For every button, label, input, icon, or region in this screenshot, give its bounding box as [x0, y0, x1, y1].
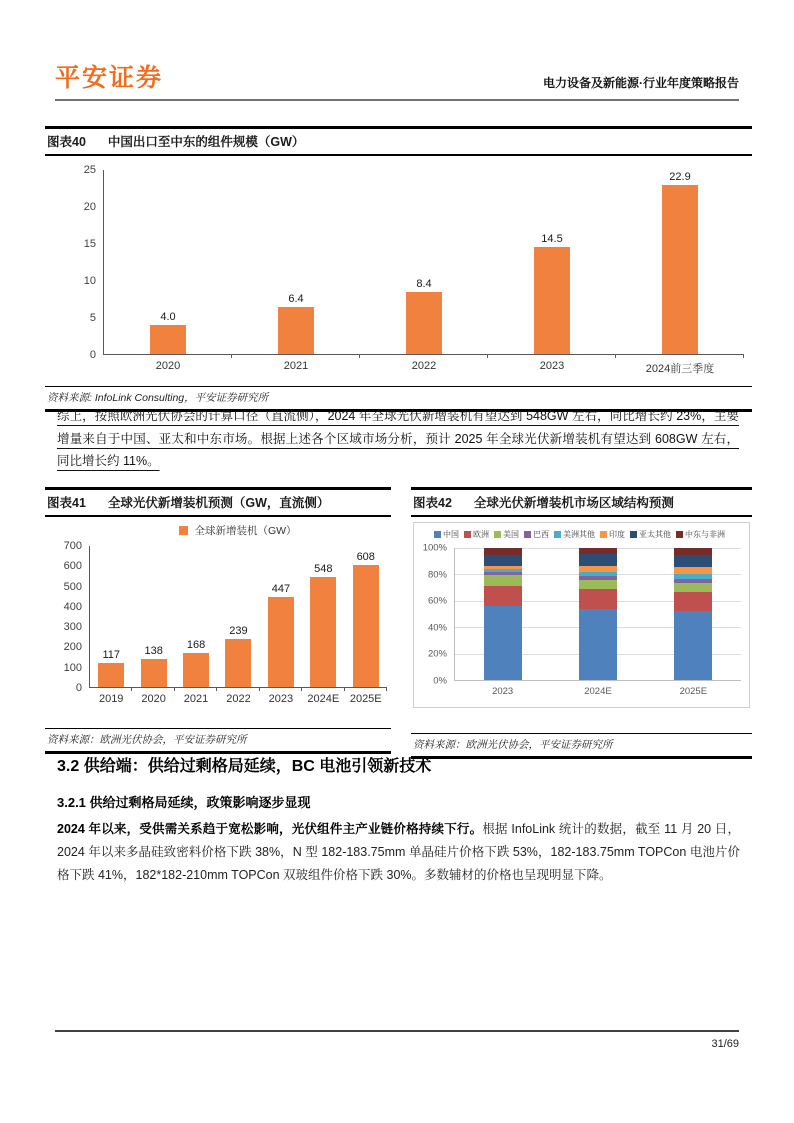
figure-41 — [45, 487, 391, 759]
bar-column — [488, 170, 616, 372]
bar — [225, 639, 251, 687]
figure-40-title: 中国出口至中东的组件规模（GW） — [107, 135, 305, 149]
bar-value-label: 608 — [356, 550, 375, 563]
chart-legend — [418, 529, 741, 540]
figure-40-header — [45, 126, 752, 156]
stacked-segment-印度 — [674, 567, 712, 574]
stacked-segment-中国 — [579, 609, 617, 680]
bar-value-label: 239 — [229, 624, 248, 637]
figure-42-header — [411, 487, 752, 517]
figure-41-title: 全球光伏新增装机预测（GW，直流侧） — [107, 496, 330, 510]
legend-swatch-icon — [494, 531, 501, 538]
bar-value-label: 168 — [186, 639, 206, 652]
summary-paragraph: 综上，按照欧洲光伏协会的计算口径（直流侧），2024 年全球光伏新增装机有望达到 548GW 左右，同比增长约 23%，主要增量来自于中国、亚太和中东市场。根据上述各个区域市场分析，预计 2025 年全球光伏新增装机有望达到 608GW 左右，同比增长约 11%。 — [57, 409, 739, 468]
bar-value-label: 22.9 — [669, 171, 691, 184]
figure-41-source: 资料来源：欧洲光伏协会，平安证券研究所 — [45, 728, 391, 754]
legend-swatch-icon — [464, 531, 471, 538]
x-axis-category-label: 2019 — [98, 693, 124, 705]
bar — [141, 659, 167, 687]
stacked-segment-欧洲 — [579, 589, 617, 609]
figure-41-header — [45, 487, 391, 517]
stacked-segment-中国 — [484, 606, 522, 680]
figure-40-label: 图表40 — [47, 135, 86, 149]
y-axis-tick-label: 100 — [63, 661, 82, 674]
legend-label: 全球新增装机（GW） — [194, 525, 297, 537]
x-axis-category-label: 2023 — [492, 686, 514, 697]
legend-label: 美国 — [503, 530, 519, 539]
x-axis-category-label: 2020 — [155, 360, 181, 372]
stacked-segment-亚太其他 — [484, 555, 522, 566]
legend-item — [554, 529, 595, 540]
legend-label: 印度 — [609, 530, 625, 539]
section-heading-3-2: 3.2 供给端：供给过剩格局延续，BC 电池引领新技术 — [57, 758, 432, 775]
bar — [406, 292, 442, 354]
stacked-bar-column — [646, 548, 741, 697]
stacked-segment-中国 — [674, 611, 712, 680]
y-axis — [418, 542, 454, 687]
legend-item — [524, 529, 549, 540]
subsection-heading-3-2-1: 3.2.1 供给过剩格局延续，政策影响逐步显现 — [57, 795, 311, 810]
chart-body — [45, 540, 387, 705]
chart-41-bar-chart — [45, 517, 391, 728]
bar-value-label: 14.5 — [541, 233, 563, 246]
x-axis-category-label: 2021 — [283, 360, 309, 372]
legend-item — [464, 529, 489, 540]
figure-42 — [411, 487, 752, 759]
stacked-segment-美国 — [674, 583, 712, 592]
supply-paragraph — [57, 818, 740, 887]
bar — [534, 247, 570, 354]
stacked-segment-亚太其他 — [579, 554, 617, 566]
legend-item — [676, 529, 725, 540]
figure-41-label: 图表41 — [47, 496, 86, 510]
plot-area — [103, 170, 744, 375]
x-axis-category-label: 2024E — [307, 693, 340, 705]
bar-column — [302, 546, 344, 705]
chart-42-stacked-bar-chart — [413, 522, 750, 708]
legend-swatch-icon — [554, 531, 561, 538]
chart-legend — [89, 523, 387, 538]
figure-42-source: 资料来源：欧洲光伏协会，平安证券研究所 — [411, 733, 752, 759]
chart-40-bar-chart — [45, 156, 752, 386]
legend-swatch-icon — [434, 531, 441, 538]
bar-value-label: 138 — [144, 645, 163, 658]
bar — [150, 325, 186, 354]
y-axis-tick-label: 100% — [422, 542, 447, 554]
y-axis-tick-label: 600 — [63, 560, 82, 573]
bar-value-label: 447 — [271, 582, 291, 595]
legend-swatch-icon — [524, 531, 531, 538]
chart-body — [418, 542, 741, 697]
x-axis-category-label: 2025E — [679, 686, 708, 697]
stacked-segment-欧洲 — [484, 586, 522, 606]
legend-item — [600, 529, 625, 540]
y-axis-tick-label: 40% — [427, 622, 447, 634]
x-axis-category-label: 2024E — [584, 686, 612, 697]
bar — [98, 663, 124, 687]
figure-row — [45, 487, 752, 759]
x-axis-category-label: 2023 — [539, 360, 565, 372]
plot-area — [89, 546, 387, 705]
bar-column — [232, 170, 360, 372]
legend-label: 中东与非洲 — [685, 530, 725, 539]
stacked-segment-欧洲 — [674, 592, 712, 611]
y-axis-tick-label: 15 — [83, 238, 96, 250]
y-axis-tick-label: 500 — [63, 580, 82, 593]
y-axis-tick-label: 20% — [427, 648, 447, 660]
figure-40 — [45, 126, 752, 412]
bar-column — [360, 170, 488, 372]
stacked-segment-美国 — [579, 580, 617, 589]
x-axis-category-label: 2025E — [349, 693, 382, 705]
y-axis-tick-label: 5 — [89, 312, 96, 324]
figure-42-label: 图表42 — [413, 496, 452, 510]
x-axis-category-label: 2021 — [183, 693, 209, 705]
bar — [278, 307, 314, 354]
supply-paragraph-rest: 根据 InfoLink 统计的数据，截至 11 月 20 日，2024 年以来多晶硅致密料价格下跌 38%，N 型 182-183.75mm 单晶硅片价格下跌 53%，182-183.75mm TOPCon 电池片价格下跌 41%，182*182-210mm TOPCon 双玻组件价格下跌 30%。多数辅材的价格也呈现明显下降。 — [57, 822, 740, 882]
y-axis-tick-label: 80% — [427, 569, 447, 581]
x-axis-category-label: 2022 — [411, 360, 437, 372]
legend-label: 欧洲 — [473, 530, 489, 539]
y-axis — [45, 164, 103, 361]
stacked-bar-column — [550, 548, 645, 697]
bar-column — [345, 546, 387, 705]
bar-value-label: 6.4 — [288, 292, 304, 305]
bar-value-label: 4.0 — [160, 310, 176, 323]
bar — [353, 565, 379, 687]
footer-divider — [55, 1030, 739, 1032]
bar-column — [217, 546, 259, 705]
y-axis-tick-label: 700 — [63, 540, 82, 552]
y-axis-tick-label: 0% — [433, 675, 447, 687]
page-number: 31/69 — [711, 1038, 739, 1050]
y-axis-tick-label: 10 — [83, 275, 96, 287]
page-header — [55, 58, 739, 94]
y-axis-tick-label: 400 — [63, 600, 82, 613]
y-axis-tick-label: 60% — [427, 595, 447, 607]
legend-item — [630, 529, 671, 540]
y-axis-tick-label: 0 — [75, 682, 82, 694]
x-axis-category-label: 2022 — [226, 693, 251, 705]
report-type-label: 电力设备及新能源·行业年度策略报告 — [543, 76, 739, 90]
stacked-bar — [579, 548, 617, 680]
legend-label: 亚太其他 — [639, 530, 671, 539]
chart-body — [45, 164, 744, 375]
bar-value-label: 548 — [314, 562, 333, 575]
bar-value-label: 117 — [102, 649, 120, 662]
x-axis-category-label: 2020 — [141, 693, 166, 705]
legend-item — [434, 529, 459, 540]
bar-value-label: 8.4 — [416, 278, 432, 291]
y-axis-tick-label: 20 — [83, 201, 96, 213]
stacked-segment-中东与非洲 — [484, 548, 522, 555]
figure-42-title: 全球光伏新增装机市场区域结构预测 — [473, 496, 674, 510]
bar-column — [132, 546, 174, 705]
stacked-segment-中东与非洲 — [674, 548, 712, 555]
x-axis-category-label: 2024前三季度 — [645, 363, 715, 375]
bar — [268, 597, 294, 687]
stacked-bar — [674, 548, 712, 680]
legend-swatch-icon — [630, 531, 637, 538]
stacked-bar — [484, 548, 522, 680]
stacked-segment-美国 — [484, 575, 522, 586]
header-divider — [55, 99, 739, 101]
legend-label: 巴西 — [533, 530, 549, 539]
legend-item — [494, 529, 519, 540]
stacked-segment-亚太其他 — [674, 555, 712, 567]
bar-column — [260, 546, 302, 705]
bar-column — [175, 546, 217, 705]
x-axis-category-label: 2023 — [268, 693, 294, 705]
bar — [310, 577, 336, 687]
bar — [662, 185, 698, 354]
supply-paragraph-bold-lead: 2024 年以来，受供需关系趋于宽松影响，光伏组件主产业链价格持续下行。 — [57, 822, 483, 836]
legend-swatch-icon — [600, 531, 607, 538]
stacked-bar-column — [455, 548, 550, 697]
bar-column — [90, 546, 132, 705]
bar-column — [616, 170, 744, 375]
y-axis-tick-label: 25 — [83, 164, 96, 176]
plot-area — [454, 548, 741, 697]
y-axis-tick-label: 0 — [89, 349, 96, 361]
legend-label: 美洲其他 — [563, 530, 595, 539]
y-axis-tick-label: 200 — [63, 641, 82, 654]
legend-swatch-icon — [676, 531, 683, 538]
y-axis — [45, 540, 89, 694]
legend-swatch-icon — [179, 526, 188, 535]
bar — [183, 653, 209, 687]
bar-column — [104, 170, 232, 372]
legend-label: 中国 — [443, 530, 459, 539]
stacked-segment-印度 — [579, 566, 617, 573]
brand-logo: 平安证券 — [55, 64, 164, 92]
figure-40-source: 资料来源: InfoLink Consulting，平安证券研究所 — [45, 386, 752, 412]
y-axis-tick-label: 300 — [63, 621, 82, 634]
